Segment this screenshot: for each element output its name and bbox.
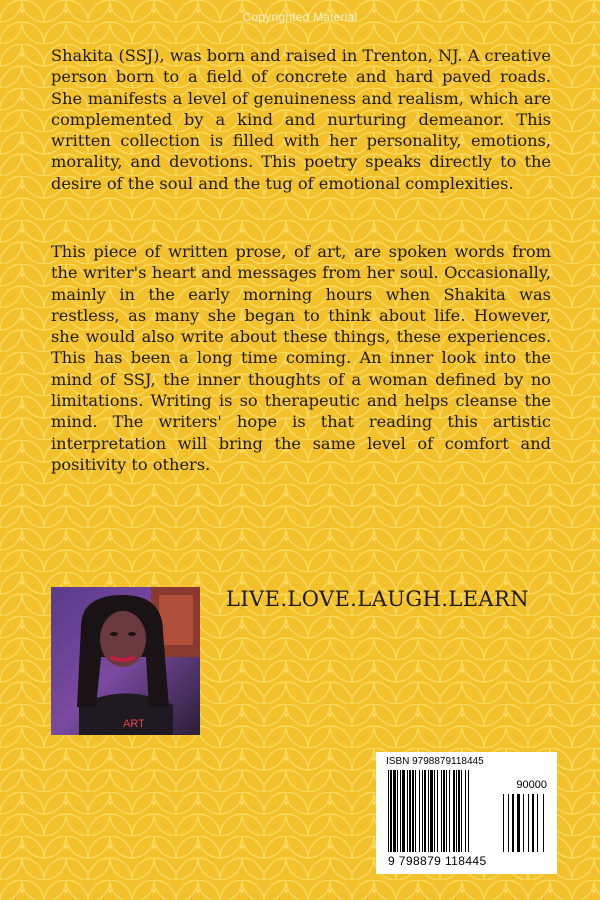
copyright-watermark: Copyrighted Material (242, 10, 358, 24)
author-photo (51, 587, 200, 735)
price-code: 90000 (516, 779, 547, 791)
slogan: LIVE.LOVE.LAUGH.LEARN (226, 587, 529, 611)
author-bio-paragraph: Shakita (SSJ), was born and raised in Trenton, NJ. A creative person born to a field of concrete and hard paved roads. She manifests a level of genuineness and realism, which are complemented by a kind and nurturing demeanor. This written collection is filled with her personality, emotions, morality, and devotions. This poetry speaks directly to the desire of the soul and the tug of emotional complexities. (51, 46, 551, 193)
book-description-paragraph: This piece of written prose, of art, are spoken words from the writer's heart and messages from her soul. Occasionally, mainly in the early morning hours when Shakita was restless, as many she began to think about life. However, she would also write about these things, these experiences. This has been a long time coming. An inner look into the mind of SSJ, the inner thoughts of a woman defined by no limitations. Writing is so therapeutic and helps cleanse the mind. The writers' hope is that reading this artistic interpretation will bring the same level of comfort and positivity to others. (51, 242, 551, 474)
barcode-digits: 9 798879 118445 (388, 854, 487, 868)
shirt-text: ART (123, 718, 145, 730)
isbn-barcode (376, 752, 557, 874)
isbn-label: ISBN 9798879118445 (386, 756, 484, 767)
